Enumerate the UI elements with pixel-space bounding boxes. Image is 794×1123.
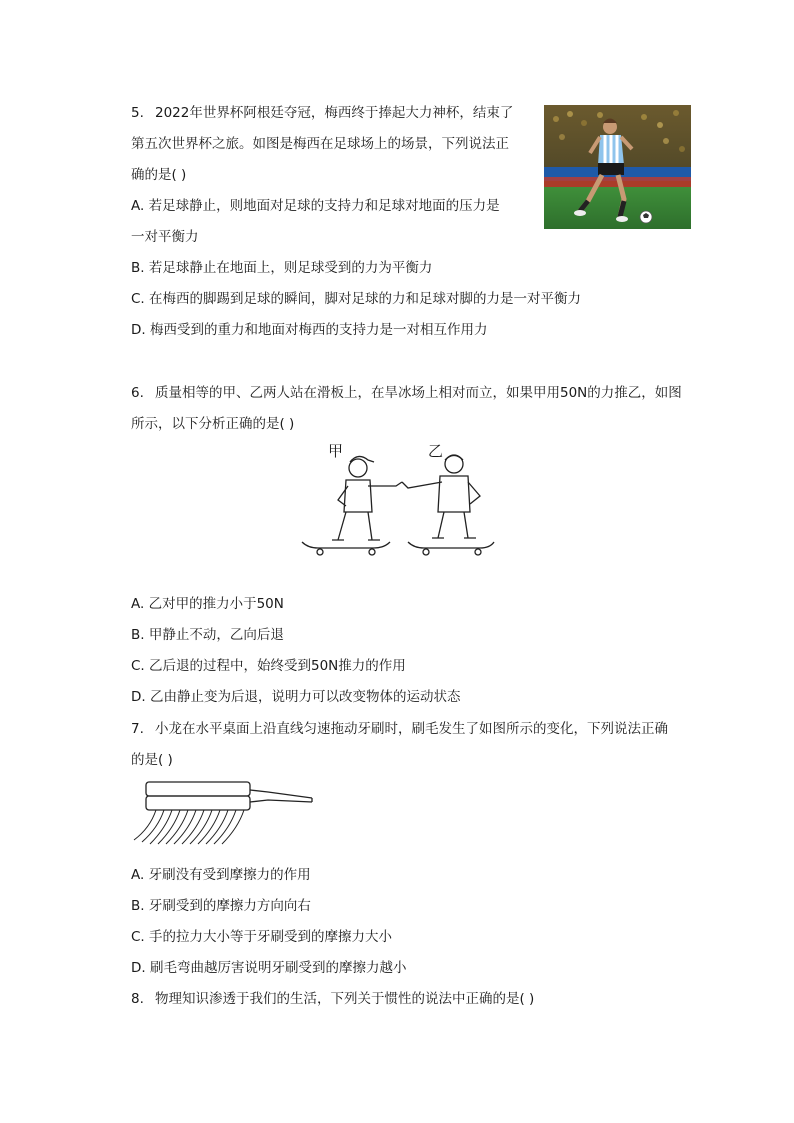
q7-option-b: B. 牙刷受到的摩擦力方向向右 <box>131 898 311 914</box>
q5-stem-line-2: 第五次世界杯之旅。如图是梅西在足球场上的场景，下列说法正 <box>131 136 509 152</box>
q7-option-c: C. 手的拉力大小等于牙刷受到的摩擦力大小 <box>131 929 393 945</box>
q6-option-a: A. 乙对甲的推力小于50N <box>131 596 284 612</box>
q6-label-yi: 乙 <box>428 442 444 460</box>
q8-stem-line-1: 8. 物理知识渗透于我们的生活，下列关于惯性的说法中正确的是( ) <box>131 991 535 1007</box>
q5-option-a-cont: 一对平衡力 <box>131 229 199 245</box>
q7-stem-line-2: 的是( ) <box>131 752 173 768</box>
q7-stem-line-1: 7. 小龙在水平桌面上沿直线匀速拖动牙刷时，刷毛发生了如图所示的变化，下列说法正确 <box>131 721 668 737</box>
q6-stem-line-1: 6. 质量相等的甲、乙两人站在滑板上，在旱冰场上相对而立，如果甲用50N的力推乙，如图 <box>131 385 682 401</box>
q6-label-jia: 甲 <box>328 442 344 460</box>
q7-number: 7. <box>131 721 144 737</box>
q7-toothbrush-figure <box>128 778 318 850</box>
q8-number: 8. <box>131 991 144 1007</box>
q5-number: 5. <box>131 105 144 121</box>
q5-option-d: D. 梅西受到的重力和地面对梅西的支持力是一对相互作用力 <box>131 322 488 338</box>
q6-option-c: C. 乙后退的过程中，始终受到50N推力的作用 <box>131 658 406 674</box>
q5-stem-line-3: 确的是( ) <box>131 167 187 183</box>
q7-option-a: A. 牙刷没有受到摩擦力的作用 <box>131 867 311 883</box>
q6-number: 6. <box>131 385 144 401</box>
q5-stem-line-1: 5. 2022年世界杯阿根廷夺冠，梅西终于捧起大力神杯，结束了 <box>131 105 514 121</box>
q6-stem-line-2: 所示，以下分析正确的是( ) <box>131 416 295 432</box>
q6-skateboard-figure <box>298 450 498 560</box>
q5-option-c: C. 在梅西的脚踢到足球的瞬间，脚对足球的力和足球对脚的力是一对平衡力 <box>131 291 582 307</box>
q7-option-d: D. 刷毛弯曲越厉害说明牙刷受到的摩擦力越小 <box>131 960 407 976</box>
q5-football-photo <box>544 105 691 229</box>
q5-option-b: B. 若足球静止在地面上，则足球受到的力为平衡力 <box>131 260 433 276</box>
q6-option-d: D. 乙由静止变为后退，说明力可以改变物体的运动状态 <box>131 689 461 705</box>
q6-option-b: B. 甲静止不动，乙向后退 <box>131 627 284 643</box>
q5-option-a: A. 若足球静止，则地面对足球的支持力和足球对地面的压力是 <box>131 198 500 214</box>
